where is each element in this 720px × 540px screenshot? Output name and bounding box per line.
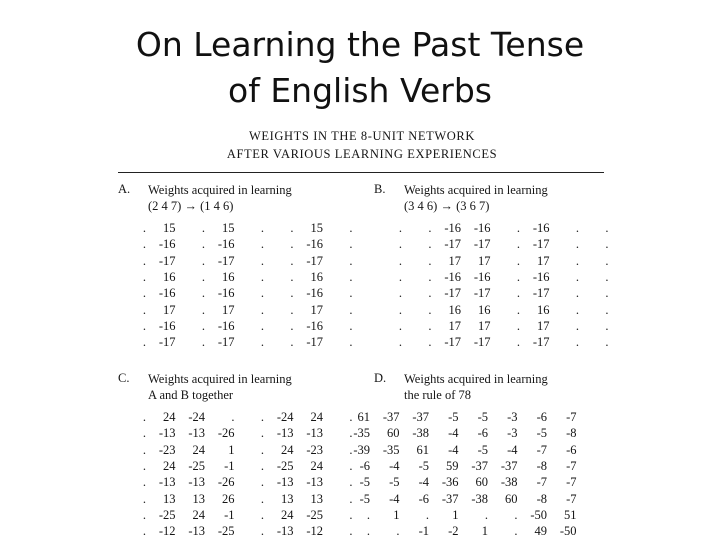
matrix-cell: .: [349, 442, 353, 457]
panel-caption-line2: the rule of 78: [404, 388, 471, 402]
matrix-cell: -16: [532, 269, 550, 284]
matrix-cell: .: [349, 253, 353, 268]
panel-caption-line2: (3 4 6) → (3 6 7): [404, 199, 490, 213]
matrix-cell: .: [428, 286, 432, 301]
matrix-cell: -1: [224, 458, 235, 473]
matrix-cell: 15: [310, 221, 323, 235]
matrix-cell: .: [201, 269, 205, 284]
panel-caption-line2: A and B together: [148, 388, 234, 402]
matrix-cell: .: [428, 221, 432, 235]
matrix-cell: .: [428, 302, 432, 317]
matrix-cell: 61: [357, 410, 370, 424]
matrix-cell: -38: [412, 426, 429, 441]
matrix-cell: .: [142, 442, 146, 457]
matrix-cell: .: [260, 491, 264, 506]
matrix-cell: -16: [532, 221, 550, 235]
matrix-cell: 24: [281, 442, 294, 457]
matrix-cell: .: [260, 524, 264, 539]
matrix-cell: .: [575, 318, 579, 333]
matrix-cell: .: [290, 302, 294, 317]
matrix-cell: -16: [306, 286, 323, 301]
matrix-cell: -17: [306, 253, 323, 268]
matrix-cell: 15: [222, 221, 235, 235]
matrix-cell: .: [349, 335, 353, 350]
matrix-cell: .: [260, 286, 264, 301]
matrix-cell: .: [349, 524, 353, 539]
matrix-cell: .: [605, 269, 609, 284]
matrix-cell: .: [575, 335, 579, 350]
matrix-cell: .: [260, 507, 264, 522]
matrix-cell: .: [142, 491, 146, 506]
matrix-cell: .: [398, 302, 402, 317]
matrix-cell: .: [398, 269, 402, 284]
matrix-cell: -16: [444, 269, 461, 284]
matrix-cell: 60: [475, 475, 488, 490]
matrix-cell: 16: [448, 302, 461, 317]
matrix-cell: .: [260, 221, 264, 235]
matrix-cell: .: [428, 335, 432, 350]
matrix-cell: -4: [389, 458, 400, 473]
matrix-cell: .: [260, 237, 264, 252]
matrix-cell: .: [260, 426, 264, 441]
matrix-cell: -25: [188, 458, 205, 473]
matrix-cell: -3: [507, 426, 518, 441]
matrix-cell: .: [142, 269, 146, 284]
matrix-cell: -17: [158, 335, 176, 350]
matrix-cell: -25: [217, 524, 235, 539]
matrix-cell: .: [290, 269, 294, 284]
matrix-cell: -13: [306, 475, 323, 490]
matrix-cell: .: [231, 410, 235, 424]
matrix-cell: -35: [382, 442, 400, 457]
matrix-cell: -39: [353, 442, 370, 457]
matrix-cell: -7: [566, 475, 577, 490]
matrix-cell: 17: [448, 318, 461, 333]
figure-divider: [118, 172, 604, 173]
matrix-cell: -5: [389, 475, 400, 490]
matrix-cell: .: [349, 507, 353, 522]
matrix-cell: .: [349, 475, 353, 490]
matrix-cell: .: [516, 269, 520, 284]
slide-title: [0, 22, 720, 114]
matrix-cell: .: [142, 318, 146, 333]
matrix-cell: -5: [536, 426, 547, 441]
matrix-cell: .: [398, 286, 402, 301]
matrix-cell: -38: [471, 491, 488, 506]
matrix-cell: -7: [536, 475, 547, 490]
matrix-cell: -12: [158, 524, 176, 539]
matrix-cell: .: [428, 237, 432, 252]
matrix-cell: -13: [276, 475, 294, 490]
matrix-cell: 17: [163, 302, 176, 317]
matrix-cell: -7: [566, 458, 577, 473]
scanned-figure: [112, 120, 612, 540]
matrix-cell: -17: [532, 286, 550, 301]
matrix-cell: .: [260, 335, 264, 350]
matrix-cell: .: [398, 221, 402, 235]
matrix-cell: .: [349, 426, 353, 441]
matrix-cell: -16: [444, 221, 461, 235]
matrix-cell: 1: [452, 507, 459, 522]
matrix-cell: 13: [281, 491, 294, 506]
panel-caption-line2: (2 4 7) → (1 4 6): [148, 199, 234, 213]
matrix-cell: -5: [448, 410, 459, 424]
matrix-cell: 24: [163, 458, 176, 473]
matrix-cell: -7: [566, 410, 577, 424]
matrix-cell: 13: [163, 491, 176, 506]
matrix-cell: -16: [473, 269, 491, 284]
matrix-cell: -7: [566, 491, 577, 506]
matrix-cell: 17: [478, 253, 491, 268]
matrix-cell: .: [398, 253, 402, 268]
matrix-cell: -35: [353, 426, 370, 441]
matrix-cell: .: [201, 237, 205, 252]
matrix-cell: -17: [444, 237, 461, 252]
matrix-cell: 17: [478, 318, 491, 333]
matrix-cell: -37: [500, 458, 518, 473]
matrix-cell: -13: [188, 426, 205, 441]
matrix-cell: -25: [306, 507, 323, 522]
matrix-cell: 17: [537, 318, 550, 333]
matrix-cell: 1: [481, 524, 488, 539]
matrix-cell: 49: [534, 524, 547, 539]
matrix-cell: -4: [448, 426, 459, 441]
matrix-cell: -24: [188, 410, 205, 424]
matrix-cell: .: [349, 491, 353, 506]
matrix-cell: 24: [281, 507, 294, 522]
matrix-cell: -17: [473, 335, 491, 350]
matrix-cell: .: [142, 507, 146, 522]
matrix-cell: -16: [473, 221, 491, 235]
matrix-cell: 15: [163, 221, 176, 235]
matrix-cell: -37: [441, 491, 459, 506]
matrix-cell: -16: [158, 318, 176, 333]
matrix-cell: .: [201, 253, 205, 268]
matrix-cell: .: [605, 221, 609, 235]
matrix-cell: .: [605, 237, 609, 252]
matrix-cell: -25: [276, 458, 294, 473]
matrix-cell: .: [142, 253, 146, 268]
matrix-cell: .: [260, 458, 264, 473]
matrix-cell: .: [290, 318, 294, 333]
matrix-cell: -12: [306, 524, 323, 539]
matrix-cell: .: [260, 475, 264, 490]
matrix-cell: -24: [276, 410, 294, 424]
matrix-cell: .: [428, 253, 432, 268]
matrix-cell: 17: [222, 302, 235, 317]
matrix-cell: -37: [382, 410, 400, 424]
matrix-cell: -17: [444, 335, 461, 350]
matrix-cell: -13: [158, 426, 176, 441]
slide-title-line1: On Learning the Past Tense: [135, 25, 585, 64]
slide-title-line2: of English Verbs: [228, 71, 492, 110]
matrix-cell: -17: [444, 286, 461, 301]
matrix-cell: -17: [473, 286, 491, 301]
matrix-cell: 17: [310, 302, 323, 317]
panel-letter: C.: [118, 371, 130, 385]
matrix-cell: .: [142, 458, 146, 473]
matrix-cell: 16: [537, 302, 550, 317]
matrix-cell: .: [366, 524, 370, 539]
matrix-cell: -17: [217, 253, 235, 268]
matrix-cell: 24: [192, 442, 205, 457]
matrix-cell: 61: [416, 442, 429, 457]
matrix-cell: .: [575, 221, 579, 235]
matrix-cell: 60: [387, 426, 400, 441]
panel-caption-line1: Weights acquired in learning: [404, 183, 548, 197]
matrix-cell: .: [514, 507, 518, 522]
matrix-cell: -50: [530, 507, 547, 522]
matrix-cell: -4: [418, 475, 429, 490]
matrix-cell: .: [290, 286, 294, 301]
matrix-cell: -5: [359, 491, 370, 506]
matrix-cell: -5: [418, 458, 429, 473]
matrix-cell: .: [142, 410, 146, 424]
matrix-cell: 13: [192, 491, 205, 506]
matrix-cell: -13: [188, 475, 205, 490]
matrix-cell: -16: [217, 318, 235, 333]
matrix-cell: .: [605, 335, 609, 350]
matrix-cell: -13: [276, 426, 294, 441]
panel-letter: A.: [118, 182, 131, 196]
matrix-cell: 24: [310, 410, 323, 424]
panel-letter: D.: [374, 371, 387, 385]
matrix-cell: .: [516, 221, 520, 235]
matrix-cell: -5: [477, 442, 488, 457]
matrix-cell: .: [605, 286, 609, 301]
matrix-cell: .: [201, 335, 205, 350]
matrix-cell: 1: [228, 442, 235, 457]
matrix-cell: -37: [471, 458, 488, 473]
panel-caption-line1: Weights acquired in learning: [148, 183, 292, 197]
matrix-cell: .: [290, 253, 294, 268]
matrix-cell: .: [396, 524, 400, 539]
matrix-cell: .: [516, 286, 520, 301]
matrix-cell: -26: [217, 475, 235, 490]
matrix-cell: -13: [276, 524, 294, 539]
matrix-cell: -37: [412, 410, 429, 424]
matrix-cell: -5: [359, 475, 370, 490]
matrix-cell: 17: [537, 253, 550, 268]
matrix-cell: 26: [222, 491, 235, 506]
matrix-cell: -4: [448, 442, 459, 457]
matrix-cell: -25: [158, 507, 176, 522]
matrix-cell: -13: [188, 524, 205, 539]
matrix-cell: -23: [306, 442, 323, 457]
matrix-cell: .: [349, 237, 353, 252]
matrix-cell: 13: [310, 491, 323, 506]
matrix-cell: -8: [536, 491, 547, 506]
matrix-cell: .: [349, 221, 353, 235]
matrix-cell: .: [605, 253, 609, 268]
matrix-cell: .: [428, 269, 432, 284]
matrix-cell: 17: [448, 253, 461, 268]
matrix-cell: .: [398, 237, 402, 252]
matrix-cell: .: [349, 302, 353, 317]
matrix-cell: .: [260, 269, 264, 284]
matrix-cell: -23: [158, 442, 176, 457]
matrix-cell: .: [484, 507, 488, 522]
matrix-cell: .: [260, 253, 264, 268]
matrix-cell: .: [260, 318, 264, 333]
matrix-cell: .: [425, 507, 429, 522]
matrix-cell: -6: [536, 410, 547, 424]
panel-caption-line1: Weights acquired in learning: [148, 372, 292, 386]
matrix-cell: .: [516, 335, 520, 350]
matrix-cell: .: [260, 302, 264, 317]
matrix-cell: .: [516, 253, 520, 268]
matrix-cell: 24: [310, 458, 323, 473]
matrix-cell: .: [428, 318, 432, 333]
matrix-cell: -2: [448, 524, 459, 539]
matrix-cell: .: [260, 410, 264, 424]
matrix-cell: .: [201, 286, 205, 301]
matrix-cell: .: [575, 269, 579, 284]
matrix-cell: -13: [306, 426, 323, 441]
matrix-cell: -3: [507, 410, 518, 424]
matrix-cell: .: [398, 335, 402, 350]
matrix-cell: -16: [217, 286, 235, 301]
matrix-cell: -38: [500, 475, 518, 490]
matrix-cell: .: [575, 253, 579, 268]
matrix-cell: -6: [566, 442, 577, 457]
matrix-cell: .: [201, 302, 205, 317]
matrix-cell: .: [514, 524, 518, 539]
matrix-cell: -8: [566, 426, 577, 441]
matrix-cell: .: [349, 269, 353, 284]
matrix-cell: .: [142, 302, 146, 317]
matrix-cell: .: [290, 237, 294, 252]
matrix-cell: .: [605, 302, 609, 317]
matrix-cell: .: [349, 458, 353, 473]
matrix-cell: -16: [158, 237, 176, 252]
matrix-cell: -17: [473, 237, 491, 252]
matrix-cell: -5: [477, 410, 488, 424]
matrix-cell: 60: [505, 491, 518, 506]
panel-letter: B.: [374, 182, 386, 196]
matrix-cell: .: [142, 221, 146, 235]
matrix-cell: .: [142, 475, 146, 490]
matrix-cell: -17: [217, 335, 235, 350]
matrix-cell: .: [349, 286, 353, 301]
matrix-cell: 51: [564, 507, 577, 522]
matrix-cell: .: [575, 302, 579, 317]
matrix-cell: .: [605, 318, 609, 333]
matrix-cell: .: [290, 335, 294, 350]
matrix-cell: -17: [532, 335, 550, 350]
matrix-cell: -17: [532, 237, 550, 252]
matrix-cell: -8: [536, 458, 547, 473]
matrix-cell: -16: [158, 286, 176, 301]
matrix-cell: -16: [217, 237, 235, 252]
matrix-cell: .: [516, 237, 520, 252]
figure-title-line1: WEIGHTS IN THE 8-UNIT NETWORK: [249, 129, 475, 143]
matrix-cell: -7: [536, 442, 547, 457]
matrix-cell: -6: [418, 491, 429, 506]
matrix-cell: -4: [507, 442, 518, 457]
matrix-cell: 16: [310, 269, 323, 284]
matrix-cell: 1: [393, 507, 400, 522]
matrix-cell: .: [575, 286, 579, 301]
matrix-cell: -1: [224, 507, 235, 522]
matrix-cell: 59: [446, 458, 459, 473]
matrix-cell: 16: [222, 269, 235, 284]
matrix-cell: .: [398, 318, 402, 333]
matrix-cell: .: [201, 221, 205, 235]
matrix-cell: -50: [559, 524, 577, 539]
matrix-cell: 16: [163, 269, 176, 284]
matrix-cell: -26: [217, 426, 235, 441]
matrix-cell: 24: [163, 410, 176, 424]
matrix-cell: .: [575, 237, 579, 252]
matrix-cell: .: [142, 286, 146, 301]
figure-title-line2: AFTER VARIOUS LEARNING EXPERIENCES: [226, 147, 498, 161]
matrix-cell: .: [366, 507, 370, 522]
matrix-cell: .: [142, 524, 146, 539]
matrix-cell: .: [516, 318, 520, 333]
matrix-cell: .: [516, 302, 520, 317]
matrix-cell: -6: [477, 426, 488, 441]
matrix-cell: -13: [158, 475, 176, 490]
matrix-cell: -36: [441, 475, 459, 490]
matrix-cell: .: [201, 318, 205, 333]
matrix-cell: -16: [306, 318, 323, 333]
matrix-cell: .: [142, 426, 146, 441]
matrix-cell: -17: [158, 253, 176, 268]
matrix-cell: -6: [359, 458, 370, 473]
matrix-cell: .: [142, 237, 146, 252]
matrix-cell: .: [260, 442, 264, 457]
matrix-cell: -4: [389, 491, 400, 506]
matrix-cell: .: [142, 335, 146, 350]
matrix-cell: -17: [306, 335, 323, 350]
matrix-cell: 24: [192, 507, 205, 522]
matrix-cell: .: [290, 221, 294, 235]
matrix-cell: -1: [418, 524, 429, 539]
matrix-cell: .: [349, 410, 353, 424]
matrix-cell: -16: [306, 237, 323, 252]
matrix-cell: .: [349, 318, 353, 333]
matrix-cell: 16: [478, 302, 491, 317]
panel-caption-line1: Weights acquired in learning: [404, 372, 548, 386]
